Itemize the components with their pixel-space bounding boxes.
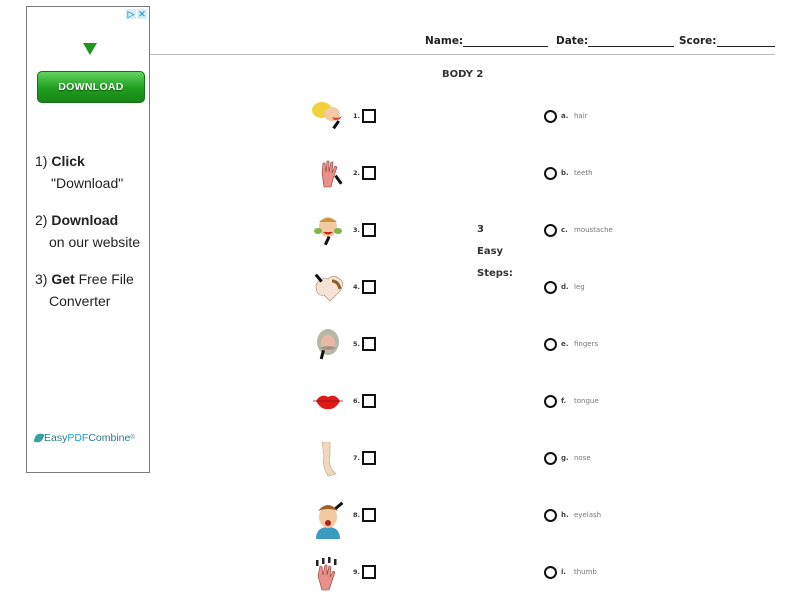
answer-word: eyelash	[574, 511, 602, 519]
question-number: 9.	[353, 568, 360, 576]
answer-word: hair	[574, 112, 588, 120]
hand-thumb-picture	[310, 556, 348, 588]
answer-radio[interactable]	[544, 281, 557, 294]
answer-option-f[interactable]	[544, 394, 599, 408]
answer-option-i[interactable]	[544, 565, 597, 579]
question-number: 5.	[353, 340, 360, 348]
answer-checkbox[interactable]	[362, 508, 376, 522]
question-number: 3.	[353, 226, 360, 234]
question-number: 7.	[353, 454, 360, 462]
answer-radio[interactable]	[544, 167, 557, 180]
header-divider	[150, 54, 775, 55]
steps-title: 3 Easy Steps:	[477, 224, 513, 279]
answer-letter: c.	[561, 226, 568, 234]
question-row-2	[310, 157, 390, 189]
question-number: 6.	[353, 397, 360, 405]
score-blank[interactable]	[717, 36, 775, 47]
answer-word: teeth	[574, 169, 593, 177]
brand-part: PDF	[67, 432, 89, 444]
answer-word: fingers	[574, 340, 599, 348]
girl-tongue-picture	[310, 100, 348, 132]
close-icon[interactable]: ✕	[138, 9, 146, 19]
answer-option-e[interactable]	[544, 337, 598, 351]
boy-teeth-picture	[310, 214, 348, 246]
score-label: Score:	[679, 35, 717, 47]
question-row-6	[310, 385, 390, 417]
answer-radio[interactable]	[544, 509, 557, 522]
answer-radio[interactable]	[544, 224, 557, 237]
registered-mark: ®	[130, 435, 135, 441]
name-label: Name:	[425, 35, 464, 47]
step-1	[35, 150, 140, 194]
step-action: Get	[51, 271, 75, 287]
answer-letter: a.	[561, 112, 569, 120]
score-field	[679, 35, 775, 47]
answer-letter: d.	[561, 283, 569, 291]
answer-word: tongue	[574, 397, 599, 405]
question-number: 2.	[353, 169, 360, 177]
question-number: 8.	[353, 511, 360, 519]
answer-word: nose	[574, 454, 591, 462]
man-nose-picture	[310, 271, 348, 303]
question-number: 4.	[353, 283, 360, 291]
step-number: 3)	[35, 271, 48, 287]
date-blank[interactable]	[588, 36, 674, 47]
answer-letter: h.	[561, 511, 569, 519]
answer-radio[interactable]	[544, 566, 557, 579]
answer-checkbox[interactable]	[362, 280, 376, 294]
step-action: Download	[51, 212, 119, 228]
step-number: 2)	[35, 212, 48, 228]
question-number: 1.	[353, 112, 360, 120]
step-detail: on our website	[49, 234, 141, 250]
answer-option-g[interactable]	[544, 451, 591, 465]
step-action: Click	[51, 153, 85, 169]
question-row-5	[310, 328, 390, 360]
answer-checkbox[interactable]	[362, 394, 376, 408]
answer-option-h[interactable]	[544, 508, 601, 522]
answer-checkbox[interactable]	[362, 166, 376, 180]
question-row-8	[310, 499, 390, 531]
answer-checkbox[interactable]	[362, 223, 376, 237]
name-field	[425, 35, 548, 47]
step-detail: Converter	[49, 293, 111, 309]
answer-option-b[interactable]	[544, 166, 593, 180]
answer-checkbox[interactable]	[362, 451, 376, 465]
leaf-icon	[34, 432, 45, 444]
arrow-down-icon	[83, 43, 97, 55]
step-number: 1)	[35, 153, 48, 169]
name-blank[interactable]	[463, 36, 548, 47]
answer-radio[interactable]	[544, 338, 557, 351]
date-label: Date:	[556, 35, 589, 47]
answer-radio[interactable]	[544, 110, 557, 123]
brand-part: Combine	[88, 432, 131, 444]
answer-option-d[interactable]	[544, 280, 585, 294]
worksheet-title: BODY 2	[442, 69, 484, 80]
question-row-9	[310, 556, 390, 588]
ad-choices-icon[interactable]: ▷	[127, 9, 135, 19]
answer-word: thumb	[574, 568, 597, 576]
answer-letter: f.	[561, 397, 567, 405]
old-man-moustache-picture	[310, 328, 348, 360]
ad-choices[interactable]	[126, 9, 147, 19]
answer-letter: e.	[561, 340, 569, 348]
ad-steps	[35, 150, 513, 327]
step-2	[35, 209, 140, 253]
question-row-7	[310, 442, 390, 474]
question-row-1	[310, 100, 390, 132]
answer-checkbox[interactable]	[362, 337, 376, 351]
question-row-3	[310, 214, 390, 246]
answer-word: leg	[574, 283, 585, 291]
answer-letter: g.	[561, 454, 569, 462]
leg-picture	[310, 442, 348, 474]
question-row-4	[310, 271, 390, 303]
download-button[interactable]: DOWNLOAD	[37, 71, 145, 103]
answer-letter: b.	[561, 169, 569, 177]
answer-option-c[interactable]	[544, 223, 613, 237]
answer-radio[interactable]	[544, 452, 557, 465]
boy-hair-picture	[310, 499, 348, 531]
brand-logo[interactable]	[35, 432, 135, 444]
date-field	[556, 35, 674, 47]
answer-letter: i.	[561, 568, 567, 576]
red-lips-picture	[310, 385, 348, 417]
step-detail: "Download"	[51, 175, 124, 191]
step-rest: Free File	[74, 271, 134, 287]
answer-option-a[interactable]	[544, 109, 588, 123]
hand-fingers-picture	[310, 157, 348, 189]
answer-checkbox[interactable]	[362, 109, 376, 123]
step-3	[35, 268, 140, 312]
answer-radio[interactable]	[544, 395, 557, 408]
answer-word: moustache	[574, 226, 613, 234]
brand-part: Easy	[44, 432, 68, 444]
answer-checkbox[interactable]	[362, 565, 376, 579]
